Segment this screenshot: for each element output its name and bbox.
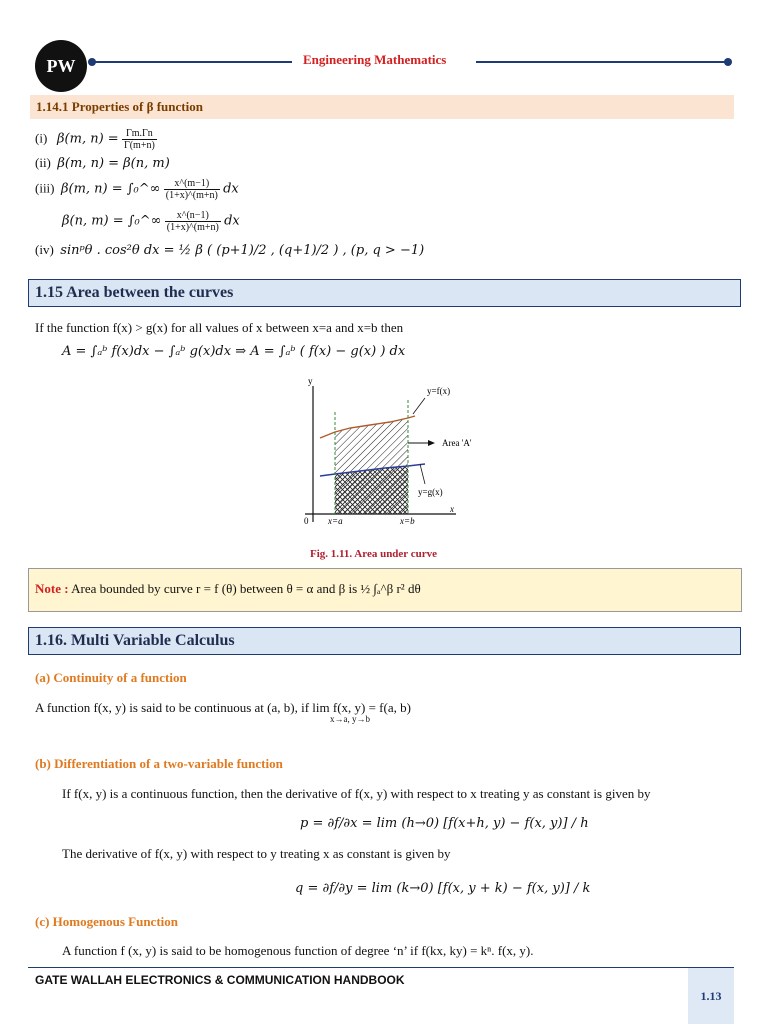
continuity-text: A function f(x, y) is said to be continuous at (a, b), if lim f(x, y) = f(a, b) [35,700,411,715]
property-iii-dx1: dx [223,181,239,197]
property-iii-den1: (1+x)^(m+n) [165,190,218,201]
section-1-15-heading: 1.15 Area between the curves [28,279,741,307]
property-iii-second [62,210,240,233]
property-ii [35,155,170,171]
page-number: 1.13 [688,968,734,1024]
property-iii-dx2: dx [224,213,240,229]
property-iv-label: (iv) [35,242,54,257]
header-rule-right [476,61,728,63]
property-iii-num1: x^(m−1) [164,178,220,190]
gx-label: y=g(x) [418,487,443,497]
header-rule-left [92,61,292,63]
publisher-logo: PW [35,40,87,92]
footer-rule [28,967,734,968]
property-iii-num2: x^(n−1) [165,210,221,222]
header-dot-left [88,58,96,66]
homogenous-text: A function f (x, y) is said to be homogenous function of degree ‘n’ if f(kx, ky) = kⁿ. f(x, y). [62,943,534,958]
property-iv-eq: sinᵖθ . cos²θ dx = ½ β ( (p+1)/2 , (q+1)/2 ) , (p, q > −1) [60,243,425,258]
area-figure [280,372,480,532]
fx-pointer [413,398,425,414]
note-text: Area bounded by curve r = f (θ) between θ = α and β is ½ ∫ₐ^β r² dθ [71,581,421,596]
property-i-num: Γm.Γn [122,128,157,140]
property-ii-eq: β(m, n) = β(n, m) [57,156,170,171]
section-1-16-heading: 1.16. Multi Variable Calculus [28,627,741,655]
gx-pointer [420,464,425,484]
note-label: Note : [35,581,69,596]
property-iv [35,242,424,258]
origin-label: 0 [304,516,309,526]
property-ii-label: (ii) [35,155,51,170]
area-label: Area 'A' [442,438,472,448]
header-title: Engineering Mathematics [303,52,447,67]
area-arrowhead [428,440,435,446]
area-formula [62,343,405,359]
y-label: y [308,376,313,386]
property-iii-label: (iii) [35,180,55,196]
section-1-14-1-heading: 1.14.1 Properties of β function [30,95,734,119]
property-iii [35,178,239,201]
x-label: x [450,504,454,514]
property-i-eq: β(m, n) = [57,131,119,147]
derivative-p-text: p = ∂f/∂x = lim (h→0) [f(x+h, y) − f(x, y)] / h [300,816,589,831]
subsection-c-title: (c) Homogenous Function [35,914,178,929]
derivative-p-formula [300,815,589,831]
figure-caption: Fig. 1.11. Area under curve [310,548,438,560]
property-i-den: Γ(m+n) [123,140,155,151]
continuity-limit: x→a, y→b [330,714,370,724]
property-iii-eq2: β(n, m) = ∫₀^∞ [62,213,162,229]
derivative-y-text: The derivative of f(x, y) with respect to y treating x as constant is given by [62,846,451,861]
derivative-q-text: q = ∂f/∂y = lim (k→0) [f(x, y + k) − f(x, y)] / k [295,881,591,896]
fx-label: y=f(x) [427,386,451,396]
subsection-b-title: (b) Differentiation of a two-variable function [35,756,283,771]
note-line [35,581,421,597]
subsection-a-title: (a) Continuity of a function [35,670,187,685]
footer-text: GATE WALLAH ELECTRONICS & COMMUNICATION HANDBOOK [35,973,405,987]
derivative-x-text: If f(x, y) is a continuous function, then the derivative of f(x, y) with respect to x treating y as constant is given by [62,786,651,801]
derivative-q-formula [295,880,590,896]
a-label: x=a [328,516,343,526]
header-dot-right [724,58,732,66]
property-i-label: (i) [35,130,48,146]
area-formula-text: A = ∫ₐᵇ f(x)dx − ∫ₐᵇ g(x)dx ⇒ A = ∫ₐᵇ ( f(x) − g(x) ) dx [62,344,406,359]
area-intro: If the function f(x) > g(x) for all values of x between x=a and x=b then [35,320,404,335]
property-i [35,128,157,151]
property-iii-den2: (1+x)^(m+n) [166,222,219,233]
property-iii-eq1: β(m, n) = ∫₀^∞ [61,181,161,197]
b-label: x=b [400,516,415,526]
